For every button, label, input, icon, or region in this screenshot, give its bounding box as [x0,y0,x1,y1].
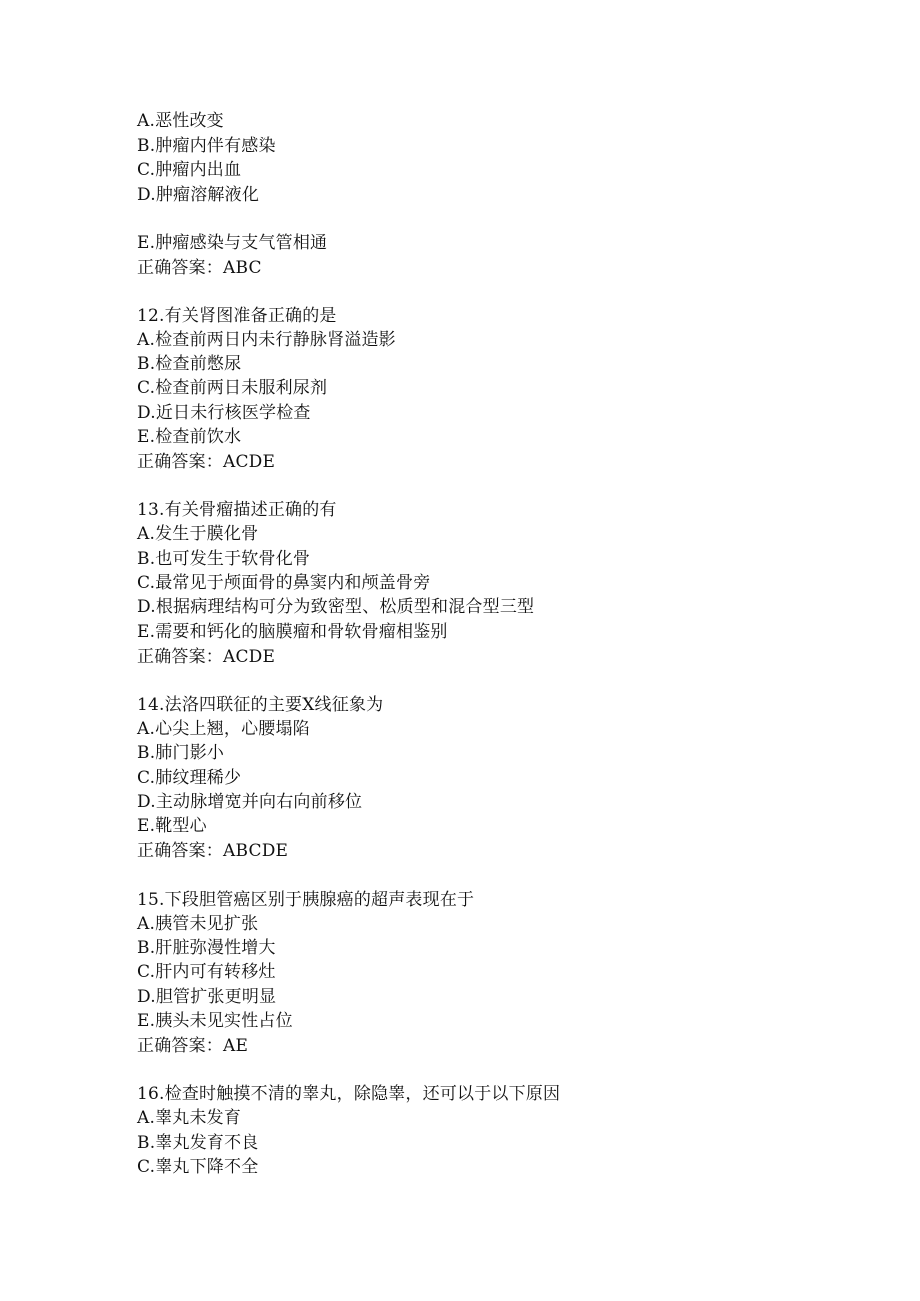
option-line: A.发生于膜化骨 [137,524,259,544]
option-line: E.检查前饮水 [137,427,242,447]
option-line: D.近日未行核医学检查 [137,403,311,423]
answer-line: 正确答案：ACDE [137,452,276,472]
option-line: D.肿瘤溶解液化 [137,185,260,205]
option-line: E.靴型心 [137,816,207,836]
option-line: D.根据病理结构可分为致密型、松质型和混合型三型 [137,597,535,617]
answer-line: 正确答案：ABCDE [137,841,289,861]
option-line: C.最常见于颅面骨的鼻窦内和颅盖骨旁 [137,573,431,593]
question-stem: 16.检查时触摸不清的睾丸，除隐睾，还可以于以下原因 [137,1084,561,1104]
answer-line: 正确答案：AE [137,1036,249,1056]
option-line: E.需要和钙化的脑膜瘤和骨软骨瘤相鉴别 [137,622,448,642]
option-line: A.恶性改变 [137,111,224,131]
option-line: C.睾丸下降不全 [137,1157,259,1177]
option-line: C.检查前两日未服利尿剂 [137,378,328,398]
option-line: B.也可发生于软骨化骨 [137,549,311,569]
question-stem: 15.下段胆管癌区别于胰腺癌的超声表现在于 [137,890,475,910]
option-line: B.睾丸发育不良 [137,1133,259,1153]
option-line: A.睾丸未发育 [137,1108,242,1128]
option-line: D.主动脉增宽并向右向前移位 [137,792,363,812]
question-stem: 14.法洛四联征的主要X线征象为 [137,695,384,715]
option-line: D.胆管扩张更明显 [137,987,277,1007]
option-line: A.心尖上翘，心腰塌陷 [137,719,310,739]
option-line: C.肝内可有转移灶 [137,962,276,982]
option-line: C.肿瘤内出血 [137,160,242,180]
option-line: A.检查前两日内未行静脉肾溢造影 [137,330,396,350]
answer-line: 正确答案：ACDE [137,647,276,667]
answer-line: 正确答案：ABC [137,258,262,278]
option-line: E.胰头未见实性占位 [137,1011,293,1031]
option-line: B.检查前憋尿 [137,354,242,374]
option-line: B.肝脏弥漫性增大 [137,938,276,958]
option-line: B.肺门影小 [137,743,225,763]
option-line: C.肺纹理稀少 [137,768,242,788]
option-line: B.肿瘤内伴有感染 [137,136,276,156]
question-stem: 12.有关肾图准备正确的是 [137,306,337,326]
option-line: A.胰管未见扩张 [137,914,259,934]
option-line: E.肿瘤感染与支气管相通 [137,233,328,253]
question-stem: 13.有关骨瘤描述正确的有 [137,500,337,520]
